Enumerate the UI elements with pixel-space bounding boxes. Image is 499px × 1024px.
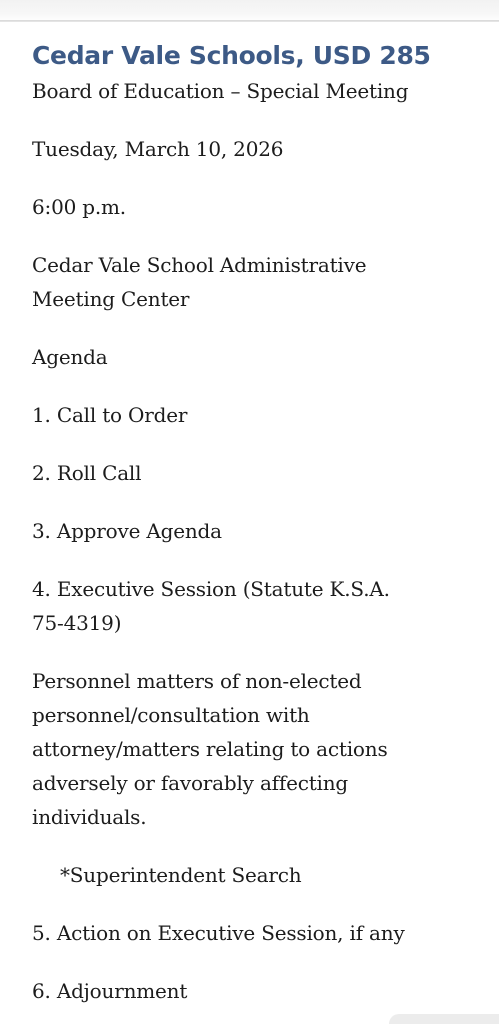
description-line: Personnel matters of non-elected [32,669,362,693]
description-line: attorney/matters relating to actions [32,737,388,761]
document-subtitle: Board of Education – Special Meeting [32,79,409,103]
executive-session-description [32,664,472,834]
agenda-heading: Agenda [32,345,108,369]
meeting-time: 6:00 p.m. [32,195,126,219]
description-line: adversely or favorably affecting [32,771,349,795]
meeting-location [32,248,472,316]
top-edge-shadow [0,0,499,22]
agenda-item-approve-agenda: 3. Approve Agenda [32,519,222,543]
location-line: Cedar Vale School Administrative [32,253,367,277]
agenda-document [32,38,472,1008]
agenda-item-adjournment: 6. Adjournment [32,979,188,1003]
location-line: Meeting Center [32,287,190,311]
agenda-item-call-to-order: 1. Call to Order [32,403,188,427]
description-line: personnel/consultation with [32,703,310,727]
agenda-item-line: 75-4319) [32,611,122,635]
executive-session-subitem: *Superintendent Search [60,863,302,887]
agenda-item-executive-session [32,572,472,640]
meeting-date: Tuesday, March 10, 2026 [32,137,284,161]
document-title: Cedar Vale Schools, USD 285 [32,41,431,70]
agenda-item-action: 5. Action on Executive Session, if any [32,921,405,945]
agenda-item-roll-call: 2. Roll Call [32,461,142,485]
description-line: individuals. [32,805,147,829]
agenda-item-line: 4. Executive Session (Statute K.S.A. [32,577,390,601]
scroll-edge-indicator [389,1014,499,1024]
